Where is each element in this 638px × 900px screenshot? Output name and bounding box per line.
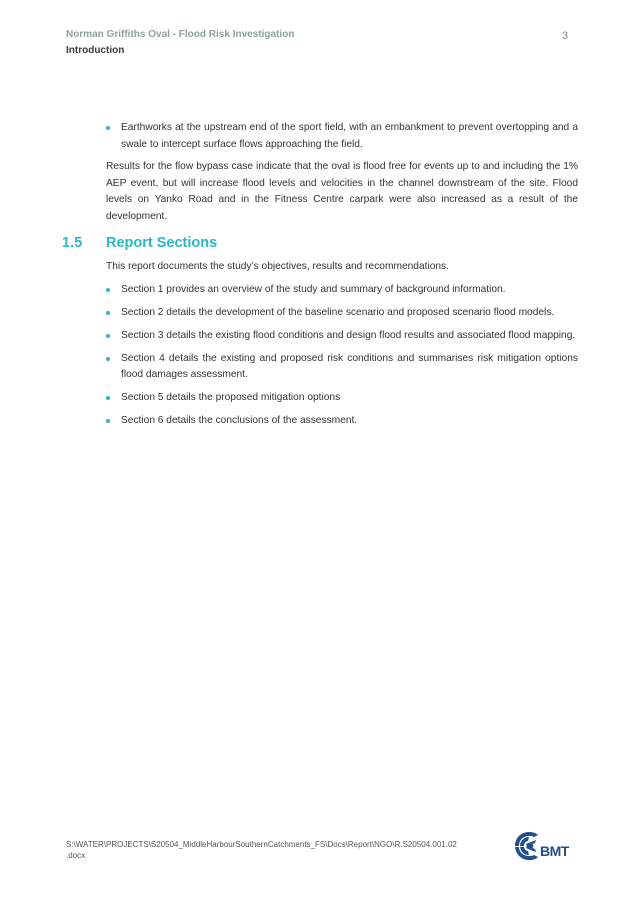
- list-item-text: Section 2 details the development of the baseline scenario and proposed scenario flood models.: [121, 306, 555, 318]
- section-heading: [62, 235, 217, 251]
- list-item: [106, 390, 578, 407]
- list-item-text: Section 3 details the existing flood conditions and design flood results and associated flood mapping.: [121, 329, 576, 341]
- header-title: Norman Griffiths Oval - Flood Risk Investigation: [66, 29, 295, 40]
- footer-path-line: .docx: [66, 850, 86, 860]
- list-item-text: Section 1 provides an overview of the study and summary of background information.: [121, 283, 506, 295]
- section-lead: This report documents the study’s objectives, results and recommendations.: [106, 261, 449, 272]
- paragraph: Results for the flow bypass case indicate that the oval is flood free for events up to and including the 1% AEP event, but will increase flood levels and velocities in the channel downstream of the site. Flood levels on Yanko Road and in the Fitness Centre carpark were also increased as a result of the development.: [106, 161, 578, 222]
- list-item: [106, 351, 578, 384]
- bullet-icon: [106, 334, 110, 338]
- bullet-icon: [106, 311, 110, 315]
- list-item: [106, 120, 578, 153]
- list-item: [106, 282, 578, 299]
- intro-content: [106, 120, 578, 225]
- bullet-icon: [106, 357, 110, 361]
- list-item-text: Section 6 details the conclusions of the assessment.: [121, 415, 358, 426]
- list-item-text: Section 5 details the proposed mitigation options: [121, 392, 341, 403]
- bullet-icon: [106, 126, 110, 130]
- page-number: 3: [562, 30, 569, 42]
- bullet-icon: [106, 288, 110, 292]
- list-item-text: Section 4 details the existing and proposed risk conditions and summarises risk mitigation options flood damages assessment.: [121, 352, 578, 380]
- section-content: [106, 259, 578, 436]
- logo-text: BMT: [540, 843, 569, 859]
- footer-path-line: S:\WATER\PROJECTS\S20504_MiddleHarbourSouthernCatchments_FS\Docs\Report\NGO\R.S20504.001.02: [66, 840, 457, 849]
- list-item-text: Earthworks at the upstream end of the sport field, with an embankment to prevent overtopping and a swale to intercept surface flows approaching the field.: [121, 122, 578, 150]
- list-item: [106, 305, 578, 322]
- footer-file-path: [66, 840, 506, 861]
- bullet-icon: [106, 419, 110, 423]
- list-item: [106, 413, 578, 430]
- header-subtitle: Introduction: [66, 45, 125, 56]
- bullet-icon: [106, 396, 110, 400]
- section-number: 1.5: [62, 235, 83, 251]
- section-title: Report Sections: [106, 235, 218, 251]
- list-item: [106, 328, 578, 345]
